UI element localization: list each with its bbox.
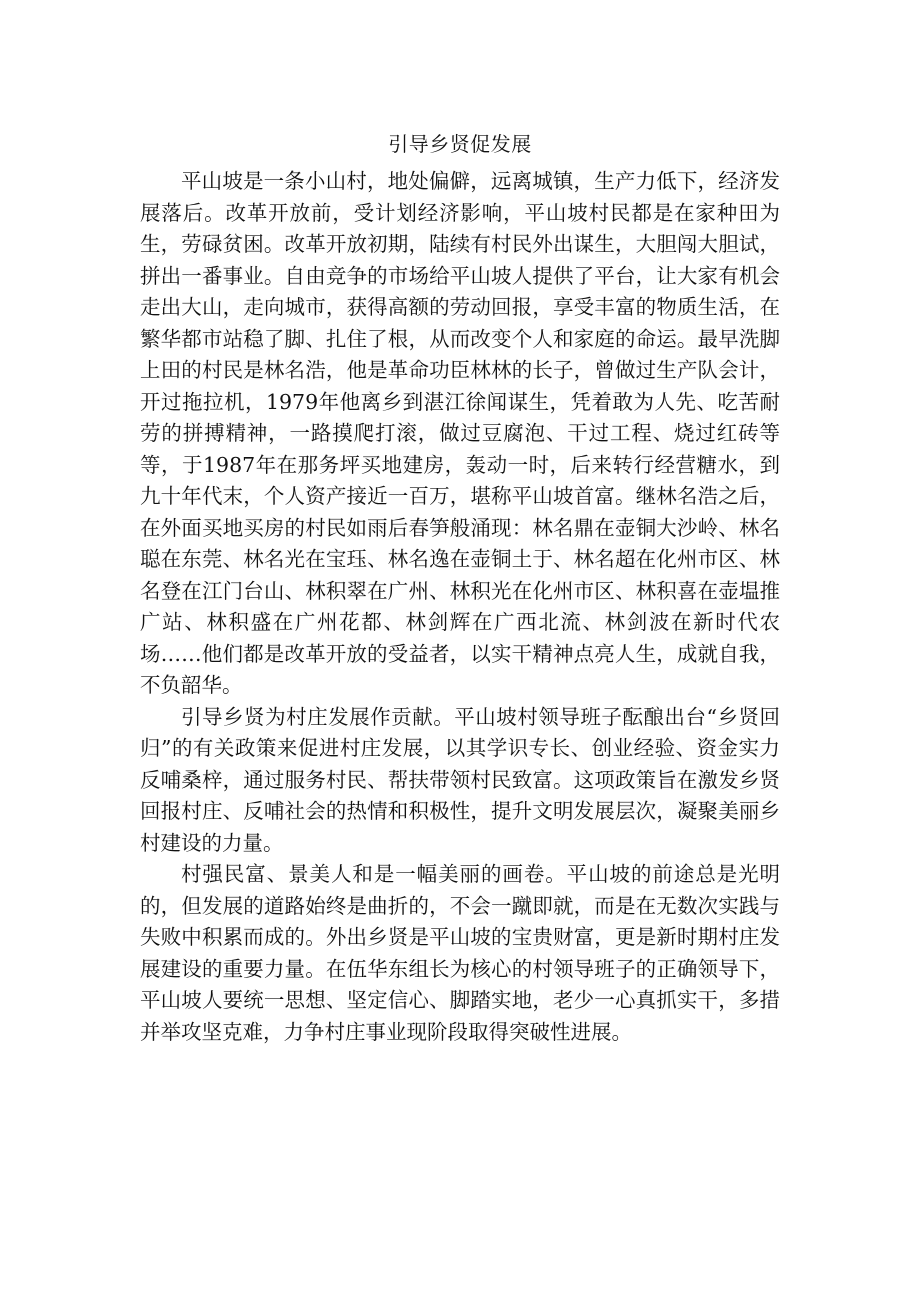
document-body (140, 166, 780, 1048)
document-title: 引导乡贤促发展 (388, 132, 532, 156)
paragraph-2: 引导乡贤为村庄发展作贡献。平山坡村领导班子酝酿出台“乡贤回归”的有关政策来促进村庄发展，以其学识专长、创业经验、资金实力反哺桑梓，通过服务村民、帮扶带领村民致富。这项政策旨在激发乡贤回报村庄、反哺社会的热情和积极性，提升文明发展层次，凝聚美丽乡村建设的力量。 (140, 704, 780, 855)
paragraph-1: 平山坡是一条小山村，地处偏僻，远离城镇，生产力低下，经济发展落后。改革开放前，受计划经济影响，平山坡村民都是在家种田为生，劳碌贫困。改革开放初期，陆续有村民外出谋生，大胆闯大胆试，拼出一番事业。自由竞争的市场给平山坡人提供了平台，让大家有机会走出大山，走向城市，获得高额的劳动回报，享受丰富的物质生活，在繁华都市站稳了脚、扎住了根，从而改变个人和家庭的命运。最早洗脚上田的村民是林名浩，他是革命功臣林林的长子，曾做过生产队会计，开过拖拉机，1979年他离乡到湛江徐闻谋生，凭着敢为人先、吃苦耐劳的拼搏精神，一路摸爬打滚，做过豆腐泡、干过工程、烧过红砖等等，于1987年在那务坪买地建房，轰动一时，后来转行经营糖水，到九十年代末，个人资产接近一百万，堪称平山坡首富。继林名浩之后，在外面买地买房的村民如雨后春笋般涌现：林名鼎在壶铜大沙岭、林名聪在东莞、林名光在宝珏、林名逸在壶铜土于、林名超在化州市区、林名登在江门台山、林积翠在广州、林积光在化州市区、林积喜在壶塭推广站、林积盛在广州花都、林剑辉在广西北流、林剑波在新时代农场……他们都是改革开放的受益者，以实干精神点亮人生，成就自我，不负韶华。 (140, 169, 780, 697)
paragraph-3: 村强民富、景美人和是一幅美丽的画卷。平山坡的前途总是光明的，但发展的道路始终是曲折的，不会一蹴即就，而是在无数次实践与失败中积累而成的。外出乡贤是平山坡的宝贵财富，更是新时期村庄发展建设的重要力量。在伍华东组长为核心的村领导班子的正确领导下，平山坡人要统一思想、坚定信心、脚踏实地，老少一心真抓实干，多措并举攻坚克难，力争村庄事业现阶段取得突破性进展。 (140, 862, 780, 1044)
